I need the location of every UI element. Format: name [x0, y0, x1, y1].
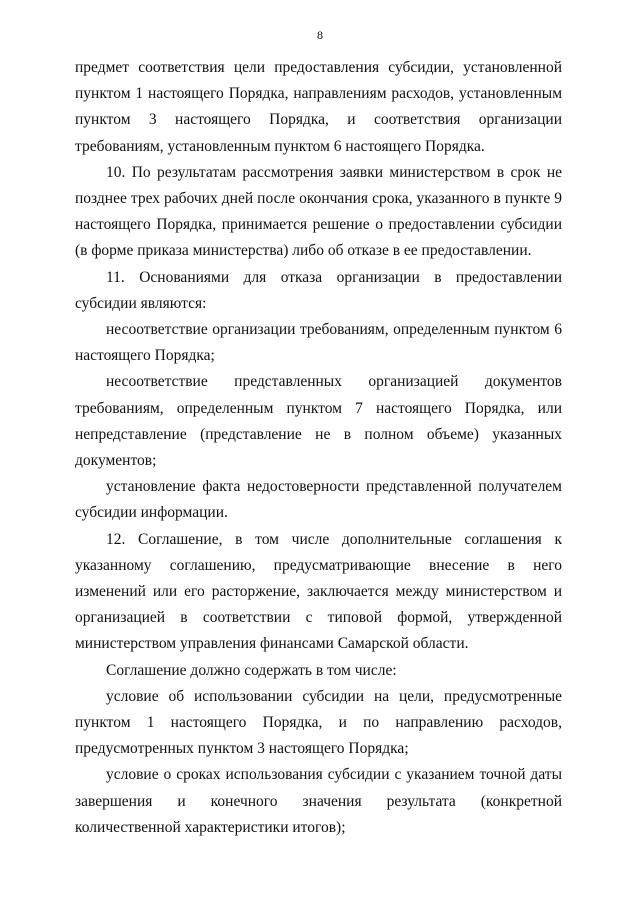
paragraph-item-11: 11. Основаниями для отказа организации в предоставлении субсидии являются:: [75, 268, 562, 312]
paragraph-item-10: 10. По результатам рассмотрения заявки министерством в срок не позднее трех рабочих дней после окончания срока, указанного в пункте 9 настоящего Порядка, принимается решение о предоставлении субсидии (в форме приказа министерства) либо об отказе в ее предоставлении.: [75, 163, 562, 260]
paragraph-condition-1: условие об использовании субсидии на цели, предусмотренные пунктом 1 настоящего Порядка, и по направлению расходов, предусмотренных пунктом 3 настоящего Порядка;: [75, 687, 562, 758]
page-number: 8: [317, 28, 323, 42]
paragraph-agreement-intro: Соглашение должно содержать в том числе:: [106, 661, 397, 679]
paragraph-ground-1: несоответствие организации требованиям, определенным пунктом 6 настоящего Порядка;: [75, 321, 562, 365]
paragraph-ground-2: несоответствие представленных организацией документов требованиям, определенным пунктом 7 настоящего Порядка, или непредставление (представление не в полном объеме) указанных документов;: [75, 373, 562, 470]
paragraph-ground-3: установление факта недостоверности представленной получателем субсидии информации.: [75, 478, 562, 522]
paragraph-continuation: предмет соответствия цели предоставления субсидии, установленной пунктом 1 настоящего Порядка, направлениям расходов, установленным пунктом 3 настоящего Порядка, и соответствия организации требованиям, установленным пунктом 6 настоящего Порядка.: [75, 59, 562, 155]
paragraph-condition-2: условие о сроках использования субсидии с указанием точной даты завершения и конечного значения результата (конкретной количественной характеристики итогов);: [75, 766, 562, 836]
document-body: [75, 55, 562, 841]
paragraph-item-12: 12. Соглашение, в том числе дополнительные соглашения к указанному соглашению, предусматривающие внесение в него изменений или его расторжение, заключается между министерством и организацией в соответствии с типовой формой, утвержденной министерством управления финансами Самарской области.: [75, 530, 562, 653]
